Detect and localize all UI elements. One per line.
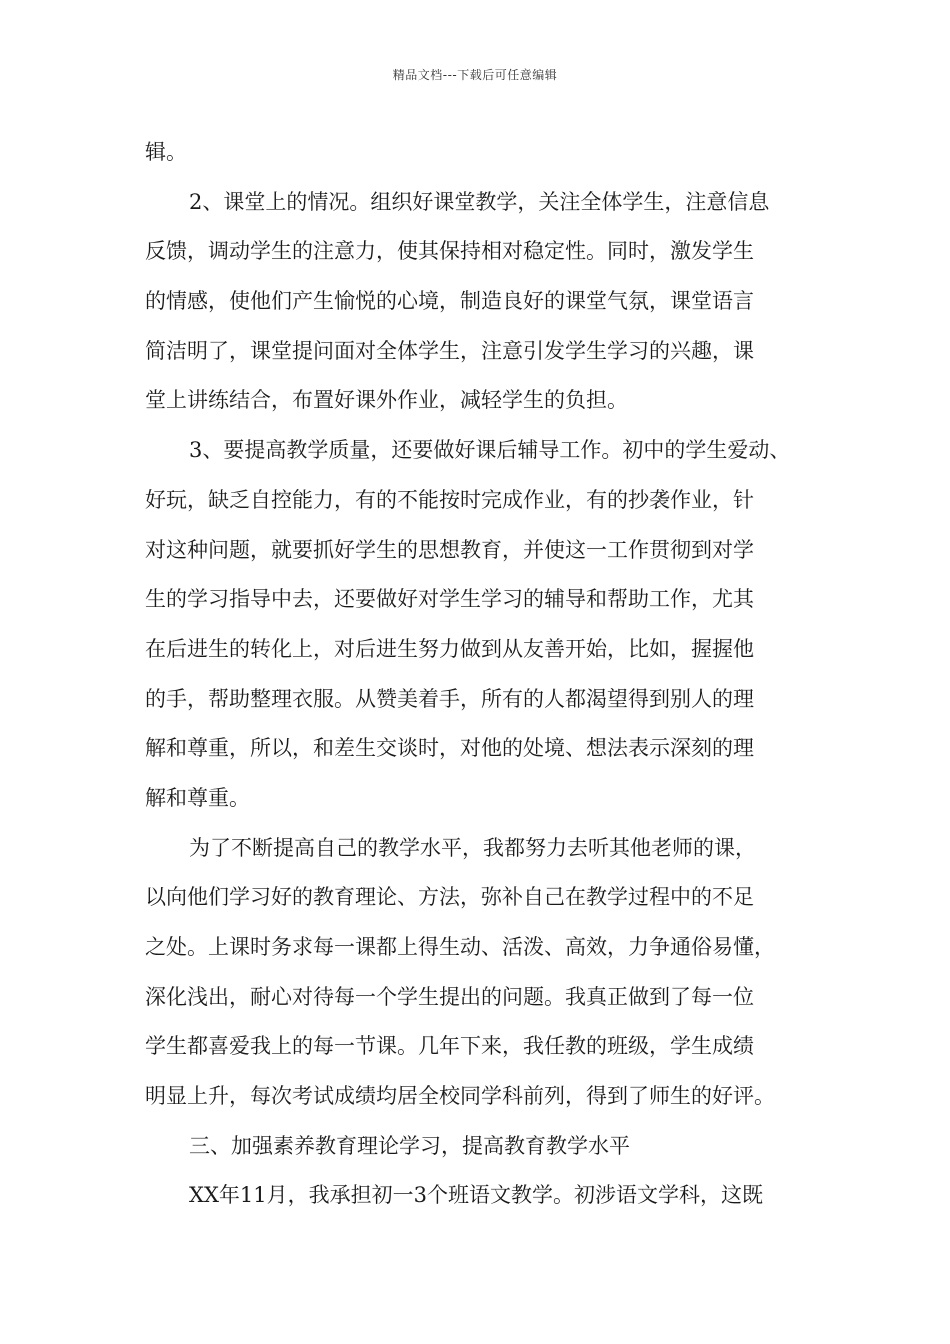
text-line: 解和尊重。 xyxy=(145,785,250,810)
text-line: 堂上讲练结合，布置好课外作业，减轻学生的负担。 xyxy=(145,388,628,413)
page-header: 精品文档---下载后可任意编辑 xyxy=(392,68,558,82)
text-line: 深化浅出，耐心对待每一个学生提出的问题。我真正做到了每一位 xyxy=(145,984,754,1009)
text-line: 对这种问题，就要抓好学生的思想教育，并使这一工作贯彻到对学 xyxy=(145,537,754,562)
text-line: 好玩，缺乏自控能力，有的不能按时完成作业，有的抄袭作业，针 xyxy=(145,487,754,512)
text-line: 2、课堂上的情况。组织好课堂教学，关注全体学生，注意信息 xyxy=(189,189,770,214)
text-line: 以向他们学习好的教育理论、方法，弥补自己在教学过程中的不足 xyxy=(145,885,754,910)
text-line: 简洁明了，课堂提问面对全体学生，注意引发学生学习的兴趣，课 xyxy=(145,338,754,363)
text-line: 解和尊重，所以，和差生交谈时，对他的处境、想法表示深刻的理 xyxy=(145,736,754,761)
text-line: 在后进生的转化上，对后进生努力做到从友善开始，比如，握握他 xyxy=(145,636,754,661)
text-line: 反馈，调动学生的注意力，使其保持相对稳定性。同时，激发学生 xyxy=(145,239,754,264)
text-line: 辑。 xyxy=(145,140,187,164)
text-line: 为了不断提高自己的教学水平，我都努力去听其他老师的课， xyxy=(189,835,756,860)
text-line: XX年11月，我承担初一3个班语文教学。初涉语文学科，这既 xyxy=(189,1183,763,1208)
text-line: 的手，帮助整理衣服。从赞美着手，所有的人都渴望得到别人的理 xyxy=(145,686,754,711)
text-line: 学生都喜爱我上的每一节课。几年下来，我任教的班级，学生成绩 xyxy=(145,1034,754,1059)
text-line: 三、加强素养教育理论学习，提高教育教学水平 xyxy=(189,1133,630,1158)
text-line: 之处。上课时务求每一课都上得生动、活泼、高效，力争通俗易懂， xyxy=(145,935,775,959)
text-line: 明显上升，每次考试成绩均居全校同学科前列，得到了师生的好评。 xyxy=(145,1084,775,1109)
text-line: 的情感，使他们产生愉悦的心境，制造良好的课堂气氛，课堂语言 xyxy=(145,289,754,314)
document-body xyxy=(145,128,817,1221)
text-line: 3、要提高教学质量，还要做好课后辅导工作。初中的学生爱动、 xyxy=(189,438,791,463)
text-line: 生的学习指导中去，还要做好对学生学习的辅导和帮助工作，尤其 xyxy=(145,587,754,612)
